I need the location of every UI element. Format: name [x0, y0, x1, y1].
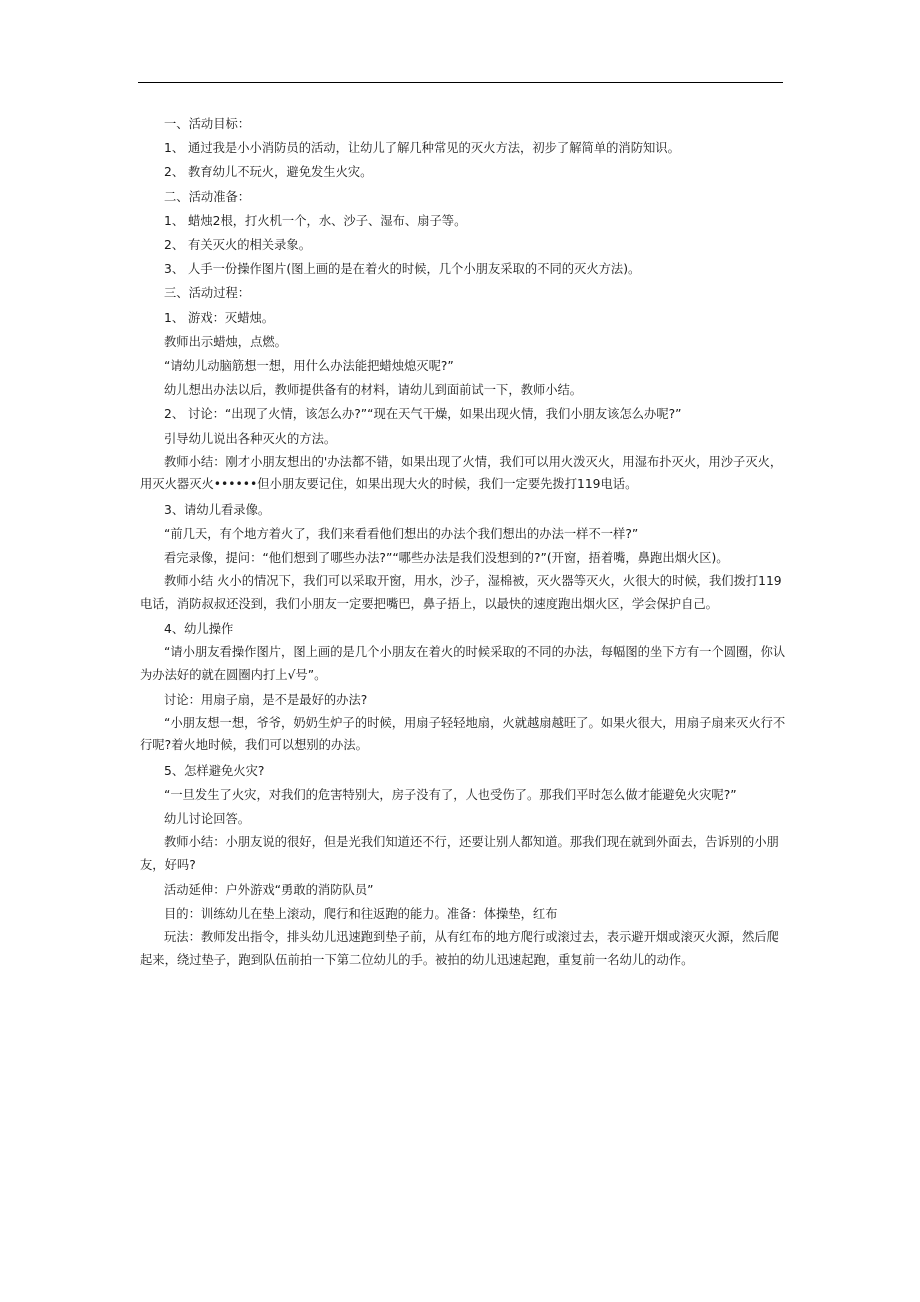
paragraph: 幼儿想出办法以后，教师提供备有的材料，请幼儿到面前试一下，教师小结。 — [164, 383, 583, 398]
document-body — [140, 112, 786, 971]
paragraph: 引导幼儿说出各种灭火的方法。 — [164, 431, 337, 446]
header-rule — [138, 82, 783, 83]
paragraph: 教师出示蜡烛，点燃。 — [164, 334, 287, 349]
teacher-summary-1: 教师小结：刚才小朋友想出的'办法都不错，如果出现了火情，我们可以用火泼灭火，用湿布扑灭火，用沙子灭火，用灭火器灭火••••••但小朋友要记住，如果出现大火的时候，我们一定要先拨打119电话。 — [140, 454, 783, 492]
paragraph: 讨论：用扇子扇，是不是最好的办法? — [164, 692, 368, 707]
paragraph: 玩法：教师发出指令，排头幼儿迅速跑到垫子前，从有红布的地方爬行或滚过去，表示避开烟或滚灭火源，然后爬起来，绕过垫子，跑到队伍前拍一下第二位幼儿的手。被拍的幼儿迅速起跑，重复前一名幼儿的动作。 — [140, 930, 779, 967]
paragraph: “前几天，有个地方着火了，我们来看看他们想出的办法个我们想出的办法一样不一样?” — [164, 526, 639, 541]
step-1-heading: 1、 游戏：灭蜡烛。 — [164, 310, 275, 325]
teacher-summary-2: 教师小结 火小的情况下，我们可以采取开窗，用水，沙子，湿棉被，灭火器等灭火，火很大的时候，我们拨打119电话，消防叔叔还没到，我们小朋友一定要把嘴巴，鼻子捂上，以最快的速度跑出烟火区，学会保护自己。 — [140, 574, 782, 611]
paragraph: 目的：训练幼儿在垫上滚动，爬行和往返跑的能力。准备：体操垫，红布 — [164, 907, 558, 922]
prep-item-3: 3、 人手一份操作图片(图上画的是在着火的时候，几个小朋友采取的不同的灭火方法)。 — [164, 262, 641, 277]
step-2-heading: 2、 讨论：“出现了火情，该怎么办?”“现在天气干燥，如果出现火情，我们小朋友该怎么办呢?” — [164, 407, 682, 422]
section-heading-goals: 一、活动目标： — [164, 117, 251, 131]
section-heading-process: 三、活动过程： — [164, 286, 251, 301]
paragraph: 看完录像，提问：“他们想到了哪些办法?”“哪些办法是我们没想到的?”(开窗，捂着嘴，鼻跑出烟火区)。 — [164, 550, 729, 565]
paragraph: “小朋友想一想，爷爷，奶奶生炉子的时候，用扇子轻轻地扇，火就越扇越旺了。如果火很大，用扇子扇来灭火行不行呢?着火地时候，我们可以想别的办法。 — [140, 715, 786, 753]
paragraph: “一旦发生了火灾，对我们的危害特别大，房子没有了，人也受伤了。那我们平时怎么做才能避免火灾呢?” — [164, 787, 737, 802]
step-4-heading: 4、幼儿操作 — [164, 621, 234, 636]
paragraph: “请幼儿动脑筋想一想，用什么办法能把蜡烛熄灭呢?” — [164, 359, 454, 374]
prep-item-1: 1、 蜡烛2根，打火机一个，水、沙子、湿布、扇子等。 — [164, 213, 467, 228]
activity-extension: 活动延伸：户外游戏“勇敢的消防队员” — [164, 882, 374, 897]
teacher-summary-3: 教师小结：小朋友说的很好，但是光我们知道还不行，还要让别人都知道。那我们现在就到外面去，告诉别的小朋友，好吗? — [140, 835, 779, 872]
section-heading-preparation: 二、活动准备： — [164, 189, 251, 204]
step-3-heading: 3、请幼儿看录像。 — [164, 502, 271, 517]
goal-item-1: 1、 通过我是小小消防员的活动，让幼儿了解几种常见的灭火方法，初步了解简单的消防知识。 — [164, 141, 680, 156]
step-5-heading: 5、怎样避免火灾? — [164, 763, 265, 778]
prep-item-2: 2、 有关灭火的相关录象。 — [164, 238, 311, 253]
paragraph: 幼儿讨论回答。 — [164, 812, 251, 827]
paragraph: “请小朋友看操作图片，图上画的是几个小朋友在着火的时候采取的不同的办法，每幅图的坐下方有一个圆圈，你认为办法好的就在圆圈内打上√号”。 — [140, 645, 786, 682]
goal-item-2: 2、 教育幼儿不玩火，避免发生火灾。 — [164, 165, 373, 180]
